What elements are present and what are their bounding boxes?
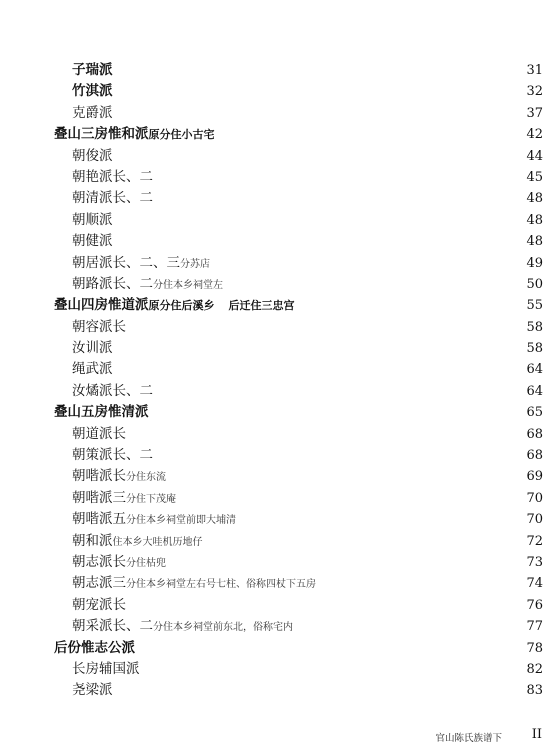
entry-title-text: 朝容派长 xyxy=(72,318,126,335)
entry-title-text: 叠山三房惟和派 xyxy=(54,126,149,143)
entry-note-secondary: 后迁住三忠宫 xyxy=(228,299,295,313)
toc-entry[interactable] xyxy=(0,595,550,616)
entry-title-text: 朝健派 xyxy=(72,233,113,250)
toc-page-number: 76 xyxy=(526,597,543,613)
toc-entry-title xyxy=(54,638,135,659)
toc-entry-title xyxy=(72,274,223,296)
toc-page-number: 78 xyxy=(526,640,543,656)
table-of-contents xyxy=(0,60,550,702)
toc-page-number: 82 xyxy=(526,661,543,677)
footer-page-number: II xyxy=(531,727,542,742)
entry-title-text: 朝策派长、二 xyxy=(72,447,153,464)
toc-entry-title xyxy=(72,231,113,252)
toc-page-number: 73 xyxy=(526,554,543,570)
entry-note: 分住本乡祠堂前即大埔清 xyxy=(126,515,236,527)
toc-page-number: 50 xyxy=(526,276,543,292)
entry-title-text: 朝志派长 xyxy=(72,553,126,570)
toc-page-number: 49 xyxy=(526,255,543,271)
toc-entry-title xyxy=(72,552,166,574)
toc-page-number: 64 xyxy=(526,383,543,399)
toc-page-number: 58 xyxy=(526,341,543,357)
toc-entry-title xyxy=(72,60,113,81)
entry-note: 原分住小古宅 xyxy=(148,128,215,142)
entry-title-text: 朝道派长 xyxy=(72,425,126,442)
entry-title-text: 竹淇派 xyxy=(72,83,113,100)
toc-entry[interactable] xyxy=(0,381,550,402)
toc-entry-title xyxy=(72,253,210,275)
toc-entry-title xyxy=(72,81,113,102)
toc-entry[interactable] xyxy=(0,317,550,338)
toc-page-number: 48 xyxy=(526,234,543,250)
toc-entry[interactable] xyxy=(0,146,550,167)
toc-page-number: 68 xyxy=(526,448,543,464)
entry-title-text: 朝居派长、二、三 xyxy=(72,254,180,271)
entry-title-text: 朝路派长、二 xyxy=(72,275,153,292)
toc-entry-title xyxy=(72,103,113,124)
toc-page-number: 42 xyxy=(526,127,543,143)
toc-page-number: 48 xyxy=(526,212,543,228)
entry-title-text: 朝俊派 xyxy=(72,147,113,164)
toc-entry-title xyxy=(72,595,126,616)
toc-entry-title xyxy=(72,167,153,188)
toc-entry-title xyxy=(72,659,140,680)
toc-entry[interactable] xyxy=(0,253,550,274)
entry-title-text: 尧梁派 xyxy=(72,682,113,699)
entry-title-text: 朝喈派五 xyxy=(72,511,126,528)
entry-note: 原分住后溪乡 xyxy=(148,299,215,313)
entry-title-text: 朝喈派三 xyxy=(72,489,126,506)
entry-note: 分住东流 xyxy=(126,472,166,484)
toc-entry[interactable] xyxy=(0,552,550,573)
toc-page-number: 31 xyxy=(526,63,543,78)
toc-page-number: 32 xyxy=(526,84,543,100)
toc-entry-title xyxy=(54,124,215,145)
toc-page-number: 72 xyxy=(526,533,543,549)
entry-title-text: 叠山四房惟道派 xyxy=(54,297,149,314)
toc-entry[interactable] xyxy=(0,188,550,209)
toc-entry[interactable] xyxy=(0,167,550,188)
toc-entry-title xyxy=(72,445,153,466)
entry-title-text: 朝和派 xyxy=(72,532,113,549)
toc-page-number: 37 xyxy=(526,105,543,121)
toc-entry-title xyxy=(54,295,295,316)
footer-book-title: 官山陈氏族谱下 xyxy=(435,733,502,744)
toc-entry-title xyxy=(72,509,236,531)
entry-title-text: 叠山五房惟清派 xyxy=(54,404,149,421)
toc-entry[interactable] xyxy=(0,60,550,81)
entry-note: 住本乡大哇机历地仔 xyxy=(112,536,203,548)
toc-entry[interactable] xyxy=(0,680,550,701)
toc-entry[interactable] xyxy=(0,274,550,295)
toc-entry-title xyxy=(72,531,203,553)
toc-entry[interactable] xyxy=(0,445,550,466)
entry-note: 分住本乡祠堂左 xyxy=(153,279,223,291)
toc-page-number: 58 xyxy=(526,319,543,335)
toc-entry[interactable] xyxy=(0,531,550,552)
entry-title-text: 朝顺派 xyxy=(72,211,113,228)
toc-entry[interactable] xyxy=(0,103,550,124)
entry-title-text: 朝清派长、二 xyxy=(72,190,153,207)
toc-entry-title xyxy=(72,424,126,445)
toc-section-heading[interactable] xyxy=(0,295,550,316)
toc-page-number: 48 xyxy=(526,191,543,207)
toc-page-number: 83 xyxy=(526,683,543,699)
entry-title-text: 朝喈派长 xyxy=(72,468,126,485)
toc-page-number: 64 xyxy=(526,362,543,378)
toc-entry[interactable] xyxy=(0,616,550,637)
toc-page-number: 70 xyxy=(526,490,543,506)
toc-entry-title xyxy=(72,488,176,510)
toc-entry[interactable] xyxy=(0,509,550,530)
entry-title-text: 后份惟志公派 xyxy=(54,639,135,656)
toc-page-number: 77 xyxy=(526,619,543,635)
entry-title-text: 朝宠派长 xyxy=(72,596,126,613)
toc-entry[interactable] xyxy=(0,659,550,680)
toc-section-heading[interactable] xyxy=(0,402,550,423)
entry-note: 分住本乡祠堂前东北，俗称宅内 xyxy=(153,622,293,634)
toc-entry-title xyxy=(72,573,316,595)
toc-entry[interactable] xyxy=(0,573,550,594)
toc-page-number: 68 xyxy=(526,426,543,442)
entry-note: 分住枯兜 xyxy=(126,557,166,569)
toc-page-number: 44 xyxy=(526,148,543,164)
toc-entry[interactable] xyxy=(0,231,550,252)
toc-entry-title xyxy=(72,680,113,701)
toc-entry[interactable] xyxy=(0,359,550,380)
toc-entry-title xyxy=(72,317,126,338)
toc-page-number: 45 xyxy=(526,169,543,185)
entry-title-text: 子瑞派 xyxy=(72,62,113,78)
entry-title-text: 长房辅国派 xyxy=(72,660,140,677)
toc-page-number: 70 xyxy=(526,512,543,528)
entry-title-text: 朝艳派长、二 xyxy=(72,168,153,185)
toc-entry-title xyxy=(72,188,153,209)
entry-title-text: 克爵派 xyxy=(72,104,113,121)
entry-title-text: 朝志派三 xyxy=(72,575,126,592)
toc-page-number: 65 xyxy=(526,405,543,421)
entry-title-text: 汝训派 xyxy=(72,340,113,357)
toc-entry-title xyxy=(54,402,149,423)
toc-entry-title xyxy=(72,381,153,402)
entry-note: 分苏店 xyxy=(180,258,210,270)
toc-entry-title xyxy=(72,146,113,167)
toc-entry[interactable] xyxy=(0,210,550,231)
toc-entry-title xyxy=(72,338,113,359)
toc-section-heading[interactable] xyxy=(0,124,550,145)
toc-entry[interactable] xyxy=(0,466,550,487)
toc-page-number: 74 xyxy=(526,576,543,592)
toc-entry-title xyxy=(72,466,166,488)
toc-page-number: 69 xyxy=(526,469,543,485)
entry-note: 分住本乡祠堂左右号七柱、俗称四杖下五房 xyxy=(126,579,316,591)
entry-title-text: 绳武派 xyxy=(72,361,113,378)
toc-entry-title xyxy=(72,616,293,638)
toc-entry[interactable] xyxy=(0,424,550,445)
entry-note: 分住下茂庵 xyxy=(126,493,176,505)
toc-entry-title xyxy=(72,210,113,231)
entry-title-text: 朝采派长、二 xyxy=(72,618,153,635)
toc-entry[interactable] xyxy=(0,488,550,509)
toc-entry[interactable] xyxy=(0,338,550,359)
page-footer xyxy=(0,726,550,746)
toc-entry[interactable] xyxy=(0,81,550,102)
toc-section-heading[interactable] xyxy=(0,638,550,659)
toc-entry-title xyxy=(72,359,113,380)
entry-title-text: 汝燏派长、二 xyxy=(72,382,153,399)
toc-page-number: 55 xyxy=(526,298,543,314)
